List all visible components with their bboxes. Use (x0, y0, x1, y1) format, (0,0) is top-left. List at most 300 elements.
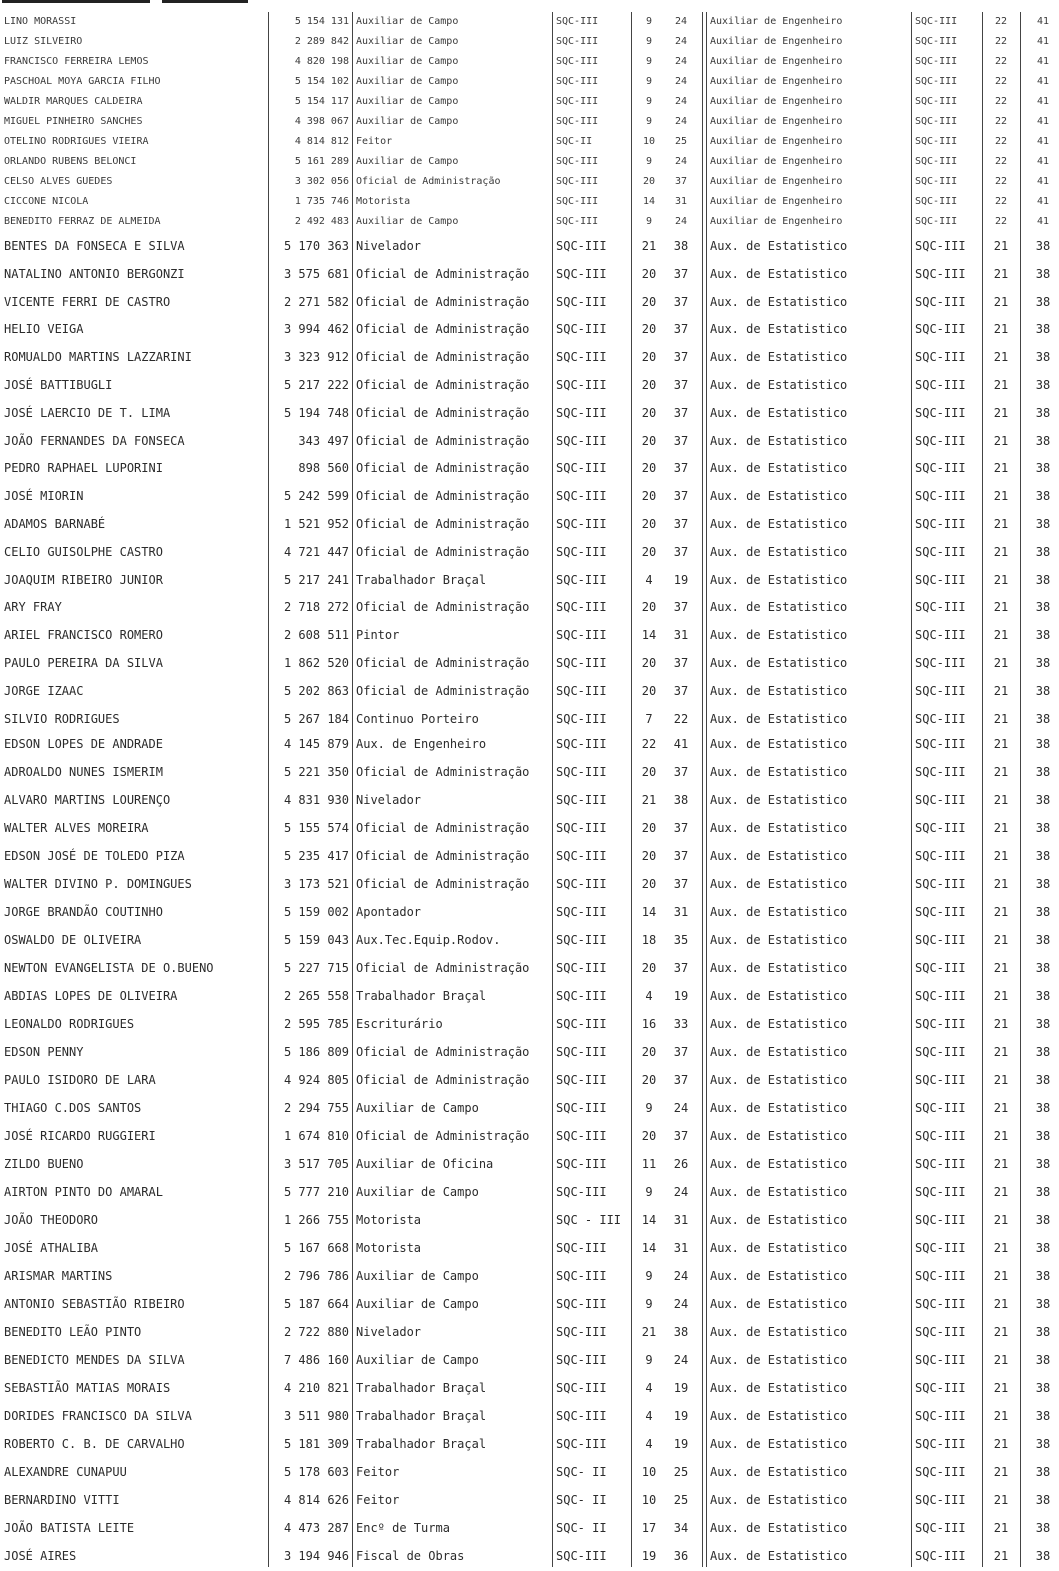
cell-novo-cargo: Aux. de Estatistico (710, 294, 848, 309)
cell-quadro: SQC-III (556, 1185, 607, 1199)
cell-nova-referencia: 21 (993, 1409, 1009, 1423)
cell-cargo: Oficial de Administração (356, 433, 530, 448)
column-rule (552, 12, 553, 1567)
cell-quadro: SQC-III (556, 216, 599, 227)
cell-registro: 5 235 417 (283, 849, 349, 863)
cell-grau: 37 (673, 489, 689, 504)
cell-grau: 24 (674, 76, 688, 87)
cell-nova-referencia: 21 (993, 266, 1009, 281)
cell-novo-cargo: Auxiliar de Engenheiro (710, 156, 843, 167)
cell-registro: 5 159 002 (283, 905, 349, 919)
cell-registro: 2 492 483 (294, 216, 349, 227)
cell-quadro: SQC-III (556, 76, 599, 87)
cell-referencia: 10 (641, 1493, 657, 1507)
cell-novo-grau: 38 (1035, 433, 1051, 448)
cell-novo-cargo: Aux. de Estatistico (710, 877, 848, 891)
cell-referencia: 9 (645, 16, 653, 27)
cell-grau: 38 (673, 1325, 689, 1339)
cell-novo-cargo: Aux. de Estatistico (710, 378, 848, 392)
cell-grau: 37 (673, 544, 689, 559)
cell-cargo: Fiscal de Obras (356, 1549, 465, 1563)
cell-referencia: 18 (641, 933, 657, 947)
cell-grau: 33 (673, 1017, 689, 1031)
cell-referencia: 20 (641, 433, 657, 448)
cell-quadro: SQC-III (556, 683, 607, 698)
cell-registro: 898 560 (298, 461, 349, 476)
cell-name: ORLANDO RUBENS BELONCI (4, 156, 137, 167)
cell-cargo: Oficial de Administração (356, 1045, 530, 1059)
cell-novo-cargo: Aux. de Estatistico (710, 1465, 848, 1479)
cell-novo-quadro: SQC-III (915, 600, 966, 615)
cell-novo-quadro: SQC-III (915, 711, 966, 726)
cell-novo-quadro: SQC-III (915, 350, 966, 365)
cell-cargo: Oficial de Administração (356, 877, 530, 891)
cell-nova-referencia: 21 (993, 1073, 1009, 1087)
cell-referencia: 9 (645, 1185, 653, 1199)
top-rule-segment (2, 0, 150, 3)
cell-grau: 24 (673, 1353, 689, 1367)
cell-grau: 37 (673, 1129, 689, 1143)
cell-grau: 24 (673, 1297, 689, 1311)
cell-grau: 37 (673, 433, 689, 448)
cell-quadro: SQC-III (556, 266, 607, 281)
cell-name: AIRTON PINTO DO AMARAL (4, 1185, 163, 1199)
cell-novo-grau: 38 (1035, 1465, 1051, 1479)
cell-registro: 4 814 812 (294, 136, 349, 147)
cell-registro: 5 217 222 (283, 378, 349, 392)
cell-referencia: 21 (641, 1325, 657, 1339)
cell-referencia: 20 (641, 849, 657, 863)
cell-cargo: Oficial de Administração (356, 517, 530, 531)
cell-cargo: Oficial de Administração (356, 544, 530, 559)
cell-nova-referencia: 21 (993, 544, 1009, 559)
cell-nova-referencia: 21 (993, 433, 1009, 448)
cell-novo-quadro: SQC-III (915, 294, 966, 309)
cell-nova-referencia: 21 (993, 1325, 1009, 1339)
cell-quadro: SQC-III (556, 1129, 607, 1143)
cell-nova-referencia: 21 (993, 1241, 1009, 1255)
cell-quadro: SQC-III (556, 1017, 607, 1031)
cell-cargo: Oficial de Administração (356, 1129, 530, 1143)
cell-novo-cargo: Aux. de Estatistico (710, 905, 848, 919)
cell-quadro: SQC-III (556, 1045, 607, 1059)
cell-novo-quadro: SQC-III (915, 156, 958, 167)
column-rule (982, 12, 983, 1567)
cell-cargo: Nivelador (356, 1325, 422, 1339)
cell-quadro: SQC- II (556, 1465, 607, 1479)
cell-novo-cargo: Aux. de Estatistico (710, 1101, 848, 1115)
cell-novo-cargo: Aux. de Estatistico (710, 1017, 848, 1031)
cell-referencia: 20 (641, 1045, 657, 1059)
cell-cargo: Auxiliar de Campo (356, 76, 459, 87)
cell-quadro: SQC-III (556, 600, 607, 615)
cell-novo-grau: 41 (1036, 116, 1050, 127)
cell-novo-quadro: SQC-III (915, 1017, 966, 1031)
cell-name: JORGE BRANDÃO COUTINHO (4, 905, 163, 919)
cell-novo-cargo: Aux. de Estatistico (710, 1045, 848, 1059)
cell-novo-quadro: SQC-III (915, 216, 958, 227)
cell-cargo: Auxiliar de Campo (356, 1297, 479, 1311)
cell-registro: 1 674 810 (283, 1129, 349, 1143)
cell-nova-referencia: 21 (993, 1101, 1009, 1115)
cell-novo-cargo: Aux. de Estatistico (710, 1353, 848, 1367)
cell-referencia: 14 (641, 1241, 657, 1255)
cell-grau: 31 (673, 1241, 689, 1255)
cell-novo-quadro: SQC-III (915, 765, 966, 779)
cell-registro: 2 722 880 (283, 1325, 349, 1339)
cell-registro: 3 994 462 (283, 322, 349, 337)
cell-novo-quadro: SQC-III (915, 1297, 966, 1311)
cell-novo-cargo: Aux. de Estatistico (710, 737, 848, 751)
cell-referencia: 9 (645, 116, 653, 127)
cell-novo-grau: 38 (1035, 1185, 1051, 1199)
cell-novo-cargo: Aux. de Estatistico (710, 489, 848, 504)
cell-nova-referencia: 21 (993, 1549, 1009, 1563)
cell-cargo: Motorista (356, 1241, 422, 1255)
cell-nova-referencia: 22 (994, 156, 1008, 167)
cell-nova-referencia: 21 (993, 683, 1009, 698)
cell-grau: 37 (673, 683, 689, 698)
cell-novo-cargo: Aux. de Estatistico (710, 628, 848, 643)
cell-quadro: SQC-III (556, 461, 607, 476)
cell-novo-grau: 38 (1035, 1325, 1051, 1339)
cell-referencia: 20 (641, 683, 657, 698)
cell-novo-cargo: Aux. de Estatistico (710, 1185, 848, 1199)
cell-novo-grau: 38 (1035, 989, 1051, 1003)
cell-novo-cargo: Aux. de Estatistico (710, 1241, 848, 1255)
cell-registro: 5 170 363 (283, 239, 349, 253)
cell-novo-cargo: Aux. de Estatistico (710, 961, 848, 975)
cell-nova-referencia: 21 (993, 877, 1009, 891)
cell-novo-cargo: Auxiliar de Engenheiro (710, 196, 843, 207)
cell-referencia: 17 (641, 1521, 657, 1535)
cell-quadro: SQC-III (556, 378, 607, 392)
cell-referencia: 9 (645, 56, 653, 67)
cell-cargo: Motorista (356, 1213, 422, 1227)
cell-novo-grau: 38 (1035, 933, 1051, 947)
cell-name: JOAQUIM RIBEIRO JUNIOR (4, 572, 163, 587)
cell-referencia: 20 (641, 517, 657, 531)
cell-novo-cargo: Aux. de Estatistico (710, 572, 848, 587)
cell-cargo: Oficial de Administração (356, 405, 530, 420)
cell-novo-cargo: Aux. de Estatistico (710, 544, 848, 559)
cell-name: WALTER ALVES MOREIRA (4, 821, 149, 835)
cell-novo-quadro: SQC-III (915, 737, 966, 751)
cell-nova-referencia: 22 (994, 96, 1008, 107)
cell-novo-grau: 38 (1035, 572, 1051, 587)
cell-nova-referencia: 21 (993, 239, 1009, 253)
cell-registro: 2 796 786 (283, 1269, 349, 1283)
cell-nova-referencia: 22 (994, 176, 1008, 187)
cell-quadro: SQC-III (556, 517, 607, 531)
cell-novo-quadro: SQC-III (915, 793, 966, 807)
cell-quadro: SQC-III (556, 1157, 607, 1171)
cell-cargo: Nivelador (356, 793, 422, 807)
cell-registro: 3 323 912 (283, 350, 349, 365)
cell-nova-referencia: 21 (993, 350, 1009, 365)
cell-name: SILVIO RODRIGUES (4, 711, 120, 726)
cell-referencia: 20 (641, 961, 657, 975)
cell-registro: 4 831 930 (283, 793, 349, 807)
cell-novo-grau: 41 (1036, 16, 1050, 27)
cell-referencia: 4 (645, 989, 653, 1003)
cell-quadro: SQC-III (556, 793, 607, 807)
cell-novo-quadro: SQC-III (915, 1241, 966, 1255)
cell-cargo: Continuo Porteiro (356, 711, 479, 726)
cell-novo-grau: 38 (1035, 1549, 1051, 1563)
cell-grau: 24 (674, 36, 688, 47)
cell-novo-quadro: SQC-III (915, 628, 966, 643)
cell-novo-quadro: SQC-III (915, 116, 958, 127)
cell-novo-quadro: SQC-III (915, 1213, 966, 1227)
column-rule (1020, 12, 1021, 1567)
cell-novo-grau: 38 (1035, 489, 1051, 504)
cell-nova-referencia: 21 (993, 961, 1009, 975)
cell-quadro: SQC-III (556, 1381, 607, 1395)
cell-cargo: Nivelador (356, 239, 422, 253)
cell-grau: 37 (673, 517, 689, 531)
cell-grau: 19 (673, 1381, 689, 1395)
cell-novo-cargo: Aux. de Estatistico (710, 1157, 848, 1171)
cell-novo-grau: 38 (1035, 1045, 1051, 1059)
cell-grau: 25 (673, 1493, 689, 1507)
cell-novo-quadro: SQC-III (915, 544, 966, 559)
cell-referencia: 4 (645, 1437, 653, 1451)
cell-registro: 5 161 289 (294, 156, 349, 167)
cell-novo-cargo: Aux. de Estatistico (710, 1297, 848, 1311)
cell-cargo: Oficial de Administração (356, 656, 530, 670)
cell-grau: 36 (673, 1549, 689, 1563)
cell-quadro: SQC-III (556, 933, 607, 947)
cell-novo-grau: 38 (1035, 517, 1051, 531)
cell-registro: 5 154 131 (294, 16, 349, 27)
cell-referencia: 21 (641, 239, 657, 253)
cell-name: NEWTON EVANGELISTA DE O.BUENO (4, 961, 214, 975)
cell-novo-quadro: SQC-III (915, 16, 958, 27)
cell-quadro: SQC-III (556, 1101, 607, 1115)
cell-nova-referencia: 21 (993, 1045, 1009, 1059)
cell-novo-cargo: Aux. de Estatistico (710, 266, 848, 281)
cell-cargo: Auxiliar de Campo (356, 96, 459, 107)
cell-novo-quadro: SQC-III (915, 877, 966, 891)
top-rule-segment (162, 0, 248, 3)
cell-cargo: Motorista (356, 196, 411, 207)
cell-registro: 5 242 599 (283, 489, 349, 504)
cell-cargo: Oficial de Administração (356, 322, 530, 337)
cell-grau: 24 (674, 16, 688, 27)
cell-novo-quadro: SQC-III (915, 196, 958, 207)
cell-quadro: SQC-III (556, 239, 607, 253)
cell-grau: 37 (673, 877, 689, 891)
cell-name: FRANCISCO FERREIRA LEMOS (4, 56, 149, 67)
cell-novo-cargo: Auxiliar de Engenheiro (710, 56, 843, 67)
cell-referencia: 9 (645, 36, 653, 47)
cell-novo-quadro: SQC-III (915, 96, 958, 107)
cell-novo-quadro: SQC-III (915, 933, 966, 947)
cell-name: VICENTE FERRI DE CASTRO (4, 294, 171, 309)
cell-registro: 5 155 574 (283, 821, 349, 835)
cell-novo-quadro: SQC-III (915, 821, 966, 835)
cell-name: THIAGO C.DOS SANTOS (4, 1101, 142, 1115)
cell-referencia: 20 (641, 600, 657, 615)
cell-novo-cargo: Aux. de Estatistico (710, 433, 848, 448)
cell-name: PASCHOAL MOYA GARCIA FILHO (4, 76, 161, 87)
cell-novo-cargo: Auxiliar de Engenheiro (710, 36, 843, 47)
cell-cargo: Aux. de Engenheiro (356, 737, 487, 751)
cell-name: ADROALDO NUNES ISMERIM (4, 765, 163, 779)
cell-grau: 19 (673, 1437, 689, 1451)
cell-novo-grau: 38 (1035, 961, 1051, 975)
cell-referencia: 20 (642, 176, 656, 187)
cell-quadro: SQC - III (556, 1213, 622, 1227)
cell-quadro: SQC-III (556, 489, 607, 504)
cell-grau: 24 (673, 1269, 689, 1283)
cell-novo-grau: 38 (1035, 1493, 1051, 1507)
cell-grau: 34 (673, 1521, 689, 1535)
cell-grau: 31 (674, 196, 688, 207)
cell-nova-referencia: 21 (993, 1129, 1009, 1143)
cell-novo-grau: 38 (1035, 1269, 1051, 1283)
cell-novo-quadro: SQC-III (915, 1129, 966, 1143)
cell-cargo: Auxiliar de Campo (356, 36, 459, 47)
cell-cargo: Feitor (356, 1493, 400, 1507)
cell-novo-grau: 41 (1036, 196, 1050, 207)
cell-registro: 1 862 520 (283, 656, 349, 670)
cell-quadro: SQC-III (556, 405, 607, 420)
cell-registro: 5 227 715 (283, 961, 349, 975)
cell-registro: 2 718 272 (283, 600, 349, 615)
cell-novo-cargo: Aux. de Estatistico (710, 405, 848, 420)
cell-nova-referencia: 21 (993, 656, 1009, 670)
cell-novo-grau: 38 (1035, 905, 1051, 919)
cell-cargo: Auxiliar de Campo (356, 16, 459, 27)
cell-novo-grau: 38 (1035, 1297, 1051, 1311)
cell-nova-referencia: 21 (993, 1521, 1009, 1535)
cell-novo-grau: 38 (1035, 239, 1051, 253)
cell-novo-quadro: SQC-III (915, 36, 958, 47)
cell-grau: 31 (673, 628, 689, 643)
cell-cargo: Auxiliar de Campo (356, 1185, 479, 1199)
cell-novo-quadro: SQC-III (915, 683, 966, 698)
cell-quadro: SQC-III (556, 711, 607, 726)
cell-referencia: 9 (645, 156, 653, 167)
cell-novo-quadro: SQC-III (915, 1073, 966, 1087)
cell-grau: 37 (673, 378, 689, 392)
cell-cargo: Apontador (356, 905, 422, 919)
cell-registro: 2 271 582 (283, 294, 349, 309)
cell-novo-cargo: Aux. de Estatistico (710, 239, 848, 253)
cell-referencia: 19 (641, 1549, 657, 1563)
cell-registro: 5 217 241 (283, 572, 349, 587)
cell-name: HELIO VEIGA (4, 322, 84, 337)
cell-nova-referencia: 22 (994, 136, 1008, 147)
cell-novo-grau: 38 (1035, 737, 1051, 751)
cell-nova-referencia: 21 (993, 933, 1009, 947)
cell-grau: 37 (673, 961, 689, 975)
cell-grau: 37 (673, 461, 689, 476)
cell-quadro: SQC-III (556, 1241, 607, 1255)
cell-novo-grau: 38 (1035, 294, 1051, 309)
cell-cargo: Oficial de Administração (356, 378, 530, 392)
cell-novo-cargo: Aux. de Estatistico (710, 1409, 848, 1423)
cell-registro: 1 266 755 (283, 1213, 349, 1227)
cell-nova-referencia: 21 (993, 489, 1009, 504)
cell-grau: 37 (674, 176, 688, 187)
cell-registro: 2 294 755 (283, 1101, 349, 1115)
cell-cargo: Oficial de Administração (356, 683, 530, 698)
cell-nova-referencia: 21 (993, 737, 1009, 751)
cell-novo-cargo: Auxiliar de Engenheiro (710, 116, 843, 127)
cell-quadro: SQC-III (556, 544, 607, 559)
cell-nova-referencia: 21 (993, 378, 1009, 392)
cell-novo-cargo: Auxiliar de Engenheiro (710, 96, 843, 107)
cell-name: PAULO PEREIRA DA SILVA (4, 656, 163, 670)
cell-name: ABDIAS LOPES DE OLIVEIRA (4, 989, 178, 1003)
cell-referencia: 21 (641, 793, 657, 807)
cell-quadro: SQC-III (556, 765, 607, 779)
cell-registro: 4 145 879 (283, 737, 349, 751)
cell-registro: 3 194 946 (283, 1549, 349, 1563)
cell-grau: 37 (673, 1073, 689, 1087)
cell-novo-cargo: Aux. de Estatistico (710, 1269, 848, 1283)
cell-registro: 3 511 980 (283, 1409, 349, 1423)
cell-name: PEDRO RAPHAEL LUPORINI (4, 461, 163, 476)
cell-registro: 2 265 558 (283, 989, 349, 1003)
cell-novo-quadro: SQC-III (915, 656, 966, 670)
cell-cargo: Feitor (356, 136, 393, 147)
cell-quadro: SQC-III (556, 294, 607, 309)
cell-novo-cargo: Aux. de Estatistico (710, 1073, 848, 1087)
cell-cargo: Oficial de Administração (356, 461, 530, 476)
cell-referencia: 9 (645, 1297, 653, 1311)
cell-novo-cargo: Auxiliar de Engenheiro (710, 76, 843, 87)
cell-novo-grau: 38 (1035, 765, 1051, 779)
cell-quadro: SQC-III (556, 1549, 607, 1563)
cell-cargo: Oficial de Administração (356, 266, 530, 281)
cell-grau: 31 (673, 905, 689, 919)
cell-novo-quadro: SQC-III (915, 1157, 966, 1171)
cell-quadro: SQC-III (556, 1353, 607, 1367)
cell-novo-quadro: SQC-III (915, 1045, 966, 1059)
cell-cargo: Auxiliar de Campo (356, 1101, 479, 1115)
cell-name: BENEDITO FERRAZ DE ALMEIDA (4, 216, 161, 227)
cell-name: JOÃO THEODORO (4, 1213, 98, 1227)
cell-novo-quadro: SQC-III (915, 1465, 966, 1479)
cell-grau: 37 (673, 294, 689, 309)
cell-quadro: SQC-III (556, 350, 607, 365)
cell-name: ALVARO MARTINS LOURENÇO (4, 793, 171, 807)
cell-nova-referencia: 21 (993, 517, 1009, 531)
cell-name: BENEDICTO MENDES DA SILVA (4, 1353, 185, 1367)
cell-novo-cargo: Aux. de Estatistico (710, 350, 848, 365)
cell-novo-grau: 38 (1035, 1241, 1051, 1255)
cell-novo-grau: 38 (1035, 628, 1051, 643)
cell-registro: 4 814 626 (283, 1493, 349, 1507)
cell-nova-referencia: 21 (993, 600, 1009, 615)
cell-quadro: SQC-III (556, 196, 599, 207)
cell-registro: 5 167 668 (283, 1241, 349, 1255)
cell-registro: 4 210 821 (283, 1381, 349, 1395)
cell-nova-referencia: 21 (993, 849, 1009, 863)
cell-referencia: 10 (642, 136, 656, 147)
cell-nova-referencia: 22 (994, 196, 1008, 207)
cell-novo-quadro: SQC-III (915, 1493, 966, 1507)
cell-novo-grau: 38 (1035, 1381, 1051, 1395)
cell-grau: 19 (673, 572, 689, 587)
cell-cargo: Pintor (356, 628, 400, 643)
cell-novo-quadro: SQC-III (915, 322, 966, 337)
cell-name: JOSÉ LAERCIO DE T. LIMA (4, 405, 171, 420)
